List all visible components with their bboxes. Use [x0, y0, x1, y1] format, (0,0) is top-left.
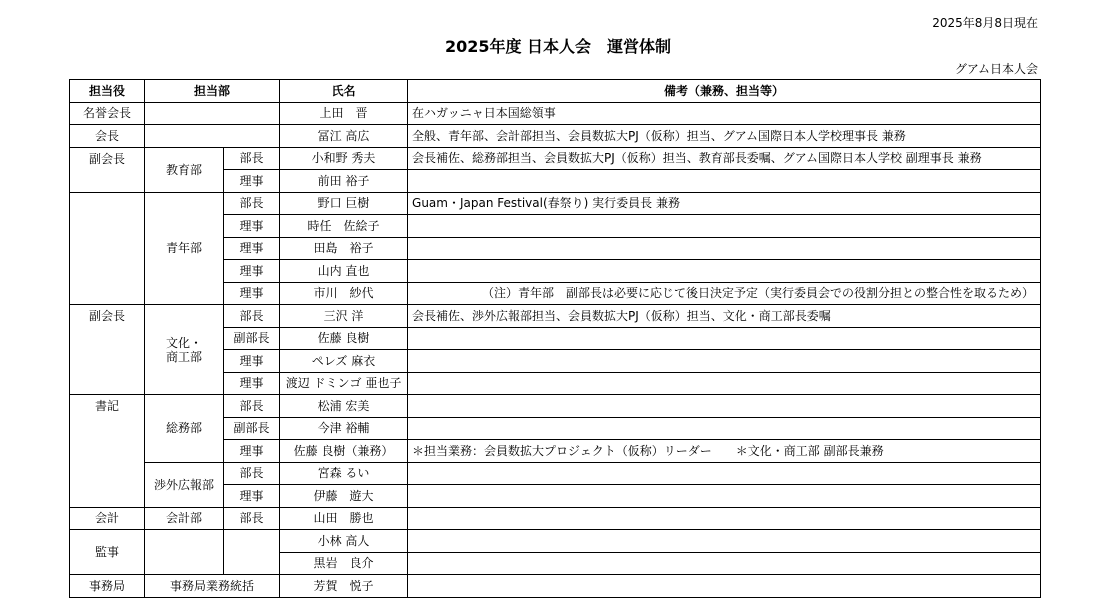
table-row	[70, 147, 1041, 170]
remarks-cell	[408, 575, 1041, 598]
department-cell: 教育部	[145, 147, 224, 192]
remarks-cell: 全般、青年部、会計部担当、会員数拡大PJ（仮称）担当、グアム国際日本人学校理事長 兼務	[408, 125, 1041, 148]
position-cell: 部長	[224, 192, 280, 215]
remarks-cell	[408, 462, 1041, 485]
remarks-cell	[408, 372, 1041, 395]
roster-table	[69, 79, 1041, 598]
name-cell: 前田 裕子	[280, 170, 408, 193]
department-cell	[145, 125, 280, 148]
department-cell	[145, 102, 280, 125]
name-cell: 冨江 高広	[280, 125, 408, 148]
column-header-role: 担当役	[70, 80, 145, 103]
position-cell: 理事	[224, 215, 280, 238]
name-cell: 小和野 秀夫	[280, 147, 408, 170]
position-cell: 部長	[224, 462, 280, 485]
table-row	[70, 507, 1041, 530]
role-cell: 会計	[70, 507, 145, 530]
name-cell: 松浦 宏美	[280, 395, 408, 418]
position-cell: 理事	[224, 170, 280, 193]
organization-name: グアム日本人会	[954, 62, 1038, 76]
role-cell: 副会長	[70, 305, 145, 395]
remarks-cell	[408, 170, 1041, 193]
remarks-cell	[408, 552, 1041, 575]
role-cell: 副会長	[70, 147, 145, 192]
table-row	[70, 395, 1041, 418]
column-header-remarks: 備考（兼務、担当等）	[408, 80, 1041, 103]
department-cell: 青年部	[145, 192, 224, 305]
name-cell: 伊藤 遊大	[280, 485, 408, 508]
table-row	[70, 125, 1041, 148]
department-cell: 総務部	[145, 395, 224, 463]
name-cell: 野口 巨樹	[280, 192, 408, 215]
column-header-department: 担当部	[145, 80, 280, 103]
remarks-cell	[408, 395, 1041, 418]
department-cell: 渉外広報部	[145, 462, 224, 507]
name-cell: 小林 高人	[280, 530, 408, 553]
name-cell: 芳賀 悦子	[280, 575, 408, 598]
role-cell: 会長	[70, 125, 145, 148]
department-cell: 会計部	[145, 507, 224, 530]
position-cell: 理事	[224, 372, 280, 395]
position-cell: 理事	[224, 350, 280, 373]
remarks-cell	[408, 507, 1041, 530]
table-row	[70, 192, 1041, 215]
department-cell: 事務局業務統括	[145, 575, 280, 598]
remarks-cell	[408, 350, 1041, 373]
table-row	[70, 462, 1041, 485]
remarks-cell: Guam・Japan Festival(春祭り) 実行委員長 兼務	[408, 192, 1041, 215]
position-cell: 部長	[224, 147, 280, 170]
name-cell: 上田 晋	[280, 102, 408, 125]
role-cell: 監事	[70, 530, 145, 575]
remarks-cell	[408, 530, 1041, 553]
name-cell: 佐藤 良樹（兼務）	[280, 440, 408, 463]
role-cell: 名誉会長	[70, 102, 145, 125]
position-cell: 部長	[224, 507, 280, 530]
remarks-cell	[408, 327, 1041, 350]
name-cell: 佐藤 良樹	[280, 327, 408, 350]
name-cell: 山内 直也	[280, 260, 408, 283]
name-cell: 今津 裕輔	[280, 417, 408, 440]
name-cell: 市川 紗代	[280, 282, 408, 305]
role-cell: 事務局	[70, 575, 145, 598]
position-cell: 理事	[224, 282, 280, 305]
name-cell: 宮森 るい	[280, 462, 408, 485]
page-title: 2025年度 日本人会 運営体制	[444, 37, 672, 56]
remarks-cell	[408, 417, 1041, 440]
name-cell: 時任 佐絵子	[280, 215, 408, 238]
department-cell	[145, 530, 224, 575]
name-cell: 黒岩 良介	[280, 552, 408, 575]
department-label-line2: 商工部	[165, 349, 202, 364]
name-cell: 山田 勝也	[280, 507, 408, 530]
position-cell: 理事	[224, 237, 280, 260]
header-row	[70, 80, 1041, 103]
remarks-cell: 在ハガッニャ日本国総領事	[408, 102, 1041, 125]
remarks-cell	[408, 215, 1041, 238]
remarks-cell	[408, 237, 1041, 260]
position-cell	[224, 530, 280, 575]
department-label-line1: 文化・	[165, 335, 202, 350]
name-cell: ペレズ 麻衣	[280, 350, 408, 373]
remarks-cell	[408, 260, 1041, 283]
remarks-cell: 会長補佐、渉外広報部担当、会員数拡大PJ（仮称）担当、文化・商工部長委嘱	[408, 305, 1041, 328]
role-cell	[70, 192, 145, 305]
name-cell: 田島 裕子	[280, 237, 408, 260]
role-cell: 書記	[70, 395, 145, 508]
position-cell: 部長	[224, 305, 280, 328]
name-cell: 渡辺 ドミンゴ 亜也子	[280, 372, 408, 395]
table-row	[70, 530, 1041, 553]
remarks-cell: 会長補佐、総務部担当、会員数拡大PJ（仮称）担当、教育部長委嘱、グアム国際日本人学校 副理事長 兼務	[408, 147, 1041, 170]
position-cell: 副部長	[224, 417, 280, 440]
position-cell: 部長	[224, 395, 280, 418]
department-cell	[145, 305, 224, 395]
position-cell: 副部長	[224, 327, 280, 350]
table-row	[70, 102, 1041, 125]
remarks-cell: （注）青年部 副部長は必要に応じて後日決定予定（実行委員会での役割分担との整合性を取るため）	[408, 282, 1041, 305]
table-row	[70, 305, 1041, 328]
remarks-cell: ＊担当業務：会員数拡大プロジェクト（仮称）リーダー ＊文化・商工部 副部長兼務	[408, 440, 1041, 463]
column-header-name: 氏名	[280, 80, 408, 103]
name-cell: 三沢 洋	[280, 305, 408, 328]
table-row	[70, 575, 1041, 598]
remarks-cell	[408, 485, 1041, 508]
as-of-date: 2025年8月8日現在	[932, 16, 1038, 30]
position-cell: 理事	[224, 260, 280, 283]
position-cell: 理事	[224, 485, 280, 508]
position-cell: 理事	[224, 440, 280, 463]
